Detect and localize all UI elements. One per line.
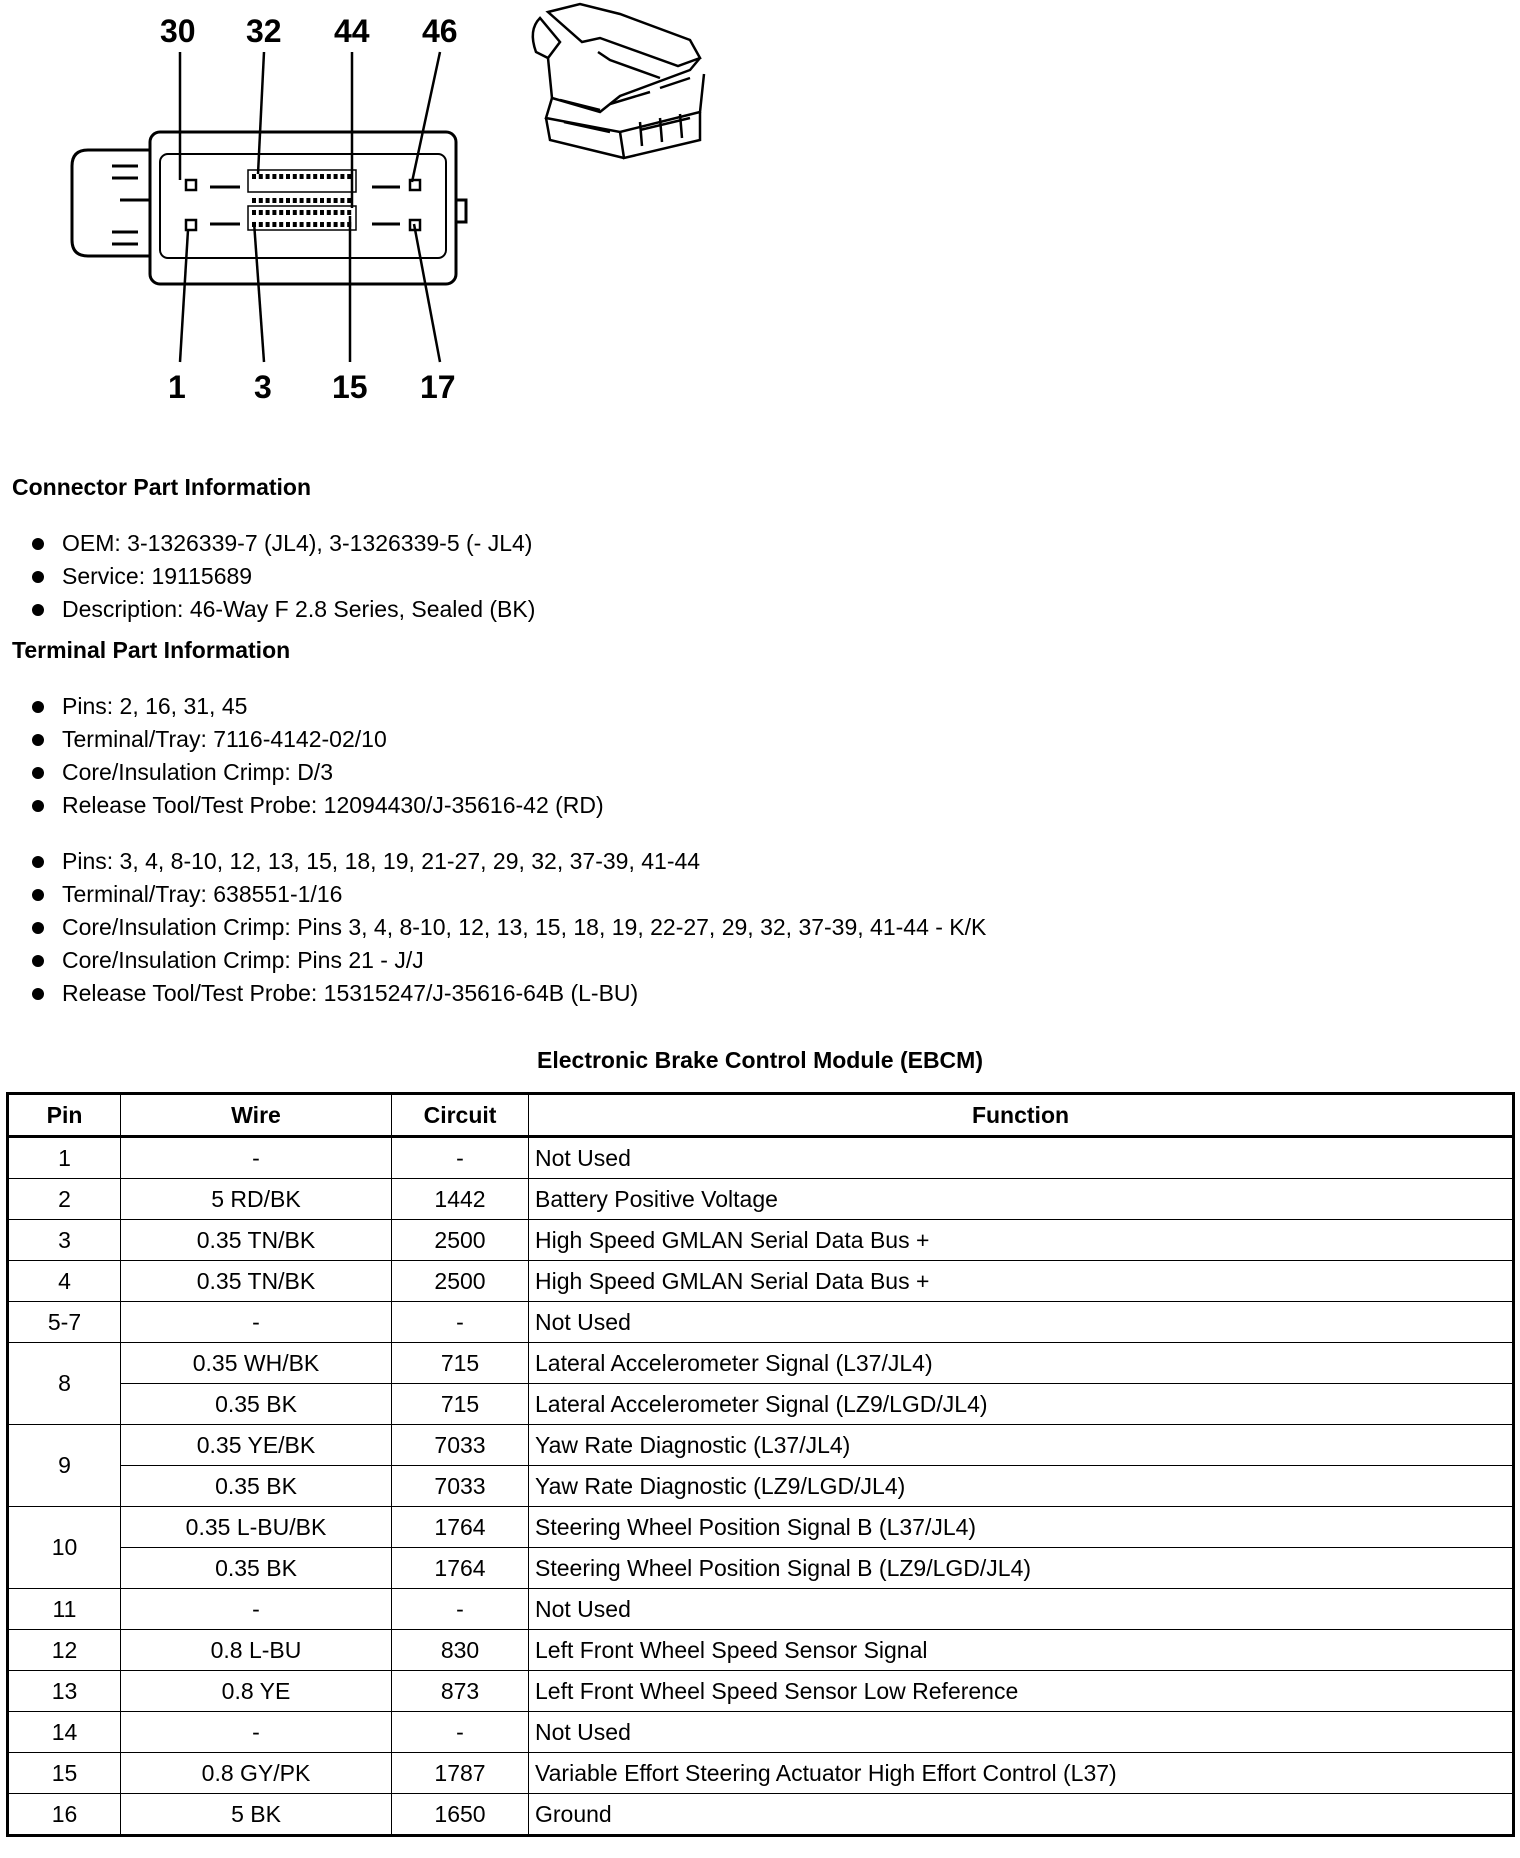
pin-cavity <box>252 198 256 203</box>
cell-wire: 0.8 YE <box>121 1671 392 1712</box>
terminal-part-info-list-2 <box>28 845 986 1010</box>
list-item: Release Tool/Test Probe: 12094430/J-35616-42 (RD) <box>28 789 604 822</box>
list-item: Pins: 2, 16, 31, 45 <box>28 690 604 723</box>
table-row <box>8 1261 1514 1302</box>
header-circuit: Circuit <box>392 1094 529 1137</box>
cell-pin: 5-7 <box>8 1302 121 1343</box>
table-row <box>8 1137 1514 1179</box>
pin-cavity <box>293 174 297 179</box>
pin-label-32: 32 <box>246 13 282 49</box>
table-title: Electronic Brake Control Module (EBCM) <box>537 1047 983 1073</box>
table-row <box>8 1712 1514 1753</box>
pin-cavity <box>306 174 310 179</box>
cell-wire: 0.35 TN/BK <box>121 1220 392 1261</box>
cell-wire: - <box>121 1712 392 1753</box>
pin-cavity <box>300 198 304 203</box>
pin-cavity <box>327 210 331 215</box>
cell-pin: 3 <box>8 1220 121 1261</box>
pin-cavity <box>279 198 283 203</box>
pin-label-17: 17 <box>420 369 456 405</box>
cell-circuit: 2500 <box>392 1220 529 1261</box>
cell-wire: - <box>121 1302 392 1343</box>
table-row <box>8 1630 1514 1671</box>
pin-cavity <box>286 174 290 179</box>
pin-cavity <box>340 210 344 215</box>
pin-label-3: 3 <box>254 369 272 405</box>
pin-cavity <box>272 222 276 227</box>
table-row <box>8 1671 1514 1712</box>
cell-circuit: 715 <box>392 1384 529 1425</box>
cell-wire: 0.35 BK <box>121 1466 392 1507</box>
pin-cavity <box>313 210 317 215</box>
table-row <box>8 1425 1514 1466</box>
pin-cavity <box>252 210 256 215</box>
terminal-part-info-heading: Terminal Part Information <box>12 637 291 663</box>
pin-cavity <box>340 222 344 227</box>
cell-circuit: 1764 <box>392 1548 529 1589</box>
cell-wire: 0.35 BK <box>121 1384 392 1425</box>
table-header-row <box>8 1094 1514 1137</box>
cell-circuit: 2500 <box>392 1261 529 1302</box>
pin-cavity <box>306 198 310 203</box>
list-item: Core/Insulation Crimp: Pins 21 - J/J <box>28 944 986 977</box>
cell-function: Left Front Wheel Speed Sensor Signal <box>529 1630 1514 1671</box>
list-item: Release Tool/Test Probe: 15315247/J-35616-64B (L-BU) <box>28 977 986 1010</box>
table-row <box>8 1507 1514 1548</box>
terminal-part-info-list-1 <box>28 690 604 822</box>
pin-cavity <box>259 198 263 203</box>
cell-pin: 13 <box>8 1671 121 1712</box>
cell-pin: 15 <box>8 1753 121 1794</box>
cell-function: Not Used <box>529 1137 1514 1179</box>
pin-cavity <box>320 174 324 179</box>
cell-pin: 10 <box>8 1507 121 1589</box>
pin-cavity <box>313 222 317 227</box>
pin-cavity <box>272 198 276 203</box>
connector-face-diagram <box>0 0 760 420</box>
table-row <box>8 1179 1514 1220</box>
cell-function: Left Front Wheel Speed Sensor Low Reference <box>529 1671 1514 1712</box>
header-pin: Pin <box>8 1094 121 1137</box>
list-item: Core/Insulation Crimp: D/3 <box>28 756 604 789</box>
connector-part-info-heading: Connector Part Information <box>12 474 312 500</box>
connector-part-info-list <box>28 527 535 626</box>
pin-cavity <box>320 222 324 227</box>
cell-wire: 0.8 GY/PK <box>121 1753 392 1794</box>
cell-function: Variable Effort Steering Actuator High Effort Control (L37) <box>529 1753 1514 1794</box>
cell-wire: 5 BK <box>121 1794 392 1836</box>
cell-function: High Speed GMLAN Serial Data Bus + <box>529 1220 1514 1261</box>
cell-circuit: 715 <box>392 1343 529 1384</box>
cell-pin: 11 <box>8 1589 121 1630</box>
cell-circuit: - <box>392 1712 529 1753</box>
cell-function: High Speed GMLAN Serial Data Bus + <box>529 1261 1514 1302</box>
table-row <box>8 1384 1514 1425</box>
cell-wire: 0.35 L-BU/BK <box>121 1507 392 1548</box>
table-row <box>8 1794 1514 1836</box>
cell-function: Lateral Accelerometer Signal (LZ9/LGD/JL4) <box>529 1384 1514 1425</box>
cell-pin: 12 <box>8 1630 121 1671</box>
header-wire: Wire <box>121 1094 392 1137</box>
cell-circuit: 830 <box>392 1630 529 1671</box>
pin-cavity <box>279 174 283 179</box>
ebcm-pinout-table <box>6 1092 1515 1837</box>
pin-cavity <box>286 222 290 227</box>
pin-label-1: 1 <box>168 369 186 405</box>
pin-cavity <box>279 210 283 215</box>
cell-wire: 0.35 BK <box>121 1548 392 1589</box>
pin-cavity <box>259 222 263 227</box>
cell-pin: 14 <box>8 1712 121 1753</box>
pin-label-30: 30 <box>160 13 196 49</box>
pin-cavity <box>334 222 338 227</box>
cell-pin: 8 <box>8 1343 121 1425</box>
cell-wire: 5 RD/BK <box>121 1179 392 1220</box>
pin-cavity <box>286 198 290 203</box>
cell-wire: 0.8 L-BU <box>121 1630 392 1671</box>
pin-cavity <box>306 210 310 215</box>
cell-circuit: 1764 <box>392 1507 529 1548</box>
pin-cavity <box>320 210 324 215</box>
connector-isometric-illustration <box>533 4 704 158</box>
cell-pin: 16 <box>8 1794 121 1836</box>
pin-cavity <box>279 222 283 227</box>
pin-cavity <box>327 222 331 227</box>
pin-cavity <box>293 198 297 203</box>
list-item: Service: 19115689 <box>28 560 535 593</box>
header-function: Function <box>529 1094 1514 1137</box>
cell-circuit: - <box>392 1589 529 1630</box>
list-item: Description: 46-Way F 2.8 Series, Sealed (BK) <box>28 593 535 626</box>
pin-cavity <box>327 198 331 203</box>
pin-cavity <box>266 222 270 227</box>
cell-pin: 2 <box>8 1179 121 1220</box>
pin-cavity <box>266 174 270 179</box>
cell-function: Yaw Rate Diagnostic (L37/JL4) <box>529 1425 1514 1466</box>
pin-cavity <box>313 198 317 203</box>
cell-circuit: 1787 <box>392 1753 529 1794</box>
cell-circuit: 7033 <box>392 1466 529 1507</box>
pin-cavity <box>266 210 270 215</box>
cell-function: Yaw Rate Diagnostic (LZ9/LGD/JL4) <box>529 1466 1514 1507</box>
pin-cavity <box>266 198 270 203</box>
cell-pin: 9 <box>8 1425 121 1507</box>
pin-cavity <box>334 198 338 203</box>
cell-wire: 0.35 TN/BK <box>121 1261 392 1302</box>
pin-cavity <box>340 174 344 179</box>
table-row <box>8 1753 1514 1794</box>
pin-cavity <box>293 222 297 227</box>
pin-cavity <box>300 174 304 179</box>
cell-function: Not Used <box>529 1302 1514 1343</box>
cell-function: Lateral Accelerometer Signal (L37/JL4) <box>529 1343 1514 1384</box>
cell-circuit: 1650 <box>392 1794 529 1836</box>
pin-cavity <box>313 174 317 179</box>
cell-function: Battery Positive Voltage <box>529 1179 1514 1220</box>
cell-wire: - <box>121 1137 392 1179</box>
pin-cavity <box>306 222 310 227</box>
pin-cavity <box>293 210 297 215</box>
pin-cavity <box>259 210 263 215</box>
cell-function: Ground <box>529 1794 1514 1836</box>
list-item: Pins: 3, 4, 8-10, 12, 13, 15, 18, 19, 21-27, 29, 32, 37-39, 41-44 <box>28 845 986 878</box>
pin-cavity <box>272 174 276 179</box>
pin-cavity <box>340 198 344 203</box>
cell-wire: 0.35 YE/BK <box>121 1425 392 1466</box>
pin-cavity <box>252 174 256 179</box>
cell-circuit: - <box>392 1302 529 1343</box>
pin-cavity <box>300 210 304 215</box>
table-row <box>8 1548 1514 1589</box>
table-row <box>8 1589 1514 1630</box>
cell-wire: 0.35 WH/BK <box>121 1343 392 1384</box>
cell-pin: 4 <box>8 1261 121 1302</box>
cell-function: Steering Wheel Position Signal B (LZ9/LGD/JL4) <box>529 1548 1514 1589</box>
cell-circuit: 873 <box>392 1671 529 1712</box>
pin-cavity <box>320 198 324 203</box>
cell-function: Steering Wheel Position Signal B (L37/JL4) <box>529 1507 1514 1548</box>
table-row <box>8 1302 1514 1343</box>
list-item: Terminal/Tray: 638551-1/16 <box>28 878 986 911</box>
pin-cavity <box>327 174 331 179</box>
cell-function: Not Used <box>529 1589 1514 1630</box>
pin-label-46: 46 <box>422 13 458 49</box>
pin-label-15: 15 <box>332 369 368 405</box>
cell-function: Not Used <box>529 1712 1514 1753</box>
pin-cavity <box>347 210 351 215</box>
pin-cavity <box>272 210 276 215</box>
pin-cavity <box>334 210 338 215</box>
table-row <box>8 1343 1514 1384</box>
cell-wire: - <box>121 1589 392 1630</box>
table-row <box>8 1466 1514 1507</box>
pin-cavity <box>347 174 351 179</box>
list-item: Terminal/Tray: 7116-4142-02/10 <box>28 723 604 756</box>
pin-cavity <box>286 210 290 215</box>
pin-label-44: 44 <box>334 13 370 49</box>
cell-circuit: 7033 <box>392 1425 529 1466</box>
pin-cavity <box>347 198 351 203</box>
list-item: Core/Insulation Crimp: Pins 3, 4, 8-10, 12, 13, 15, 18, 19, 22-27, 29, 32, 37-39, 41-44 - K/K <box>28 911 986 944</box>
list-item: OEM: 3-1326339-7 (JL4), 3-1326339-5 (- JL4) <box>28 527 535 560</box>
cell-pin: 1 <box>8 1137 121 1179</box>
cell-circuit: 1442 <box>392 1179 529 1220</box>
cell-circuit: - <box>392 1137 529 1179</box>
pin-cavity <box>259 174 263 179</box>
pin-cavity <box>300 222 304 227</box>
pin-cavity <box>334 174 338 179</box>
table-row <box>8 1220 1514 1261</box>
